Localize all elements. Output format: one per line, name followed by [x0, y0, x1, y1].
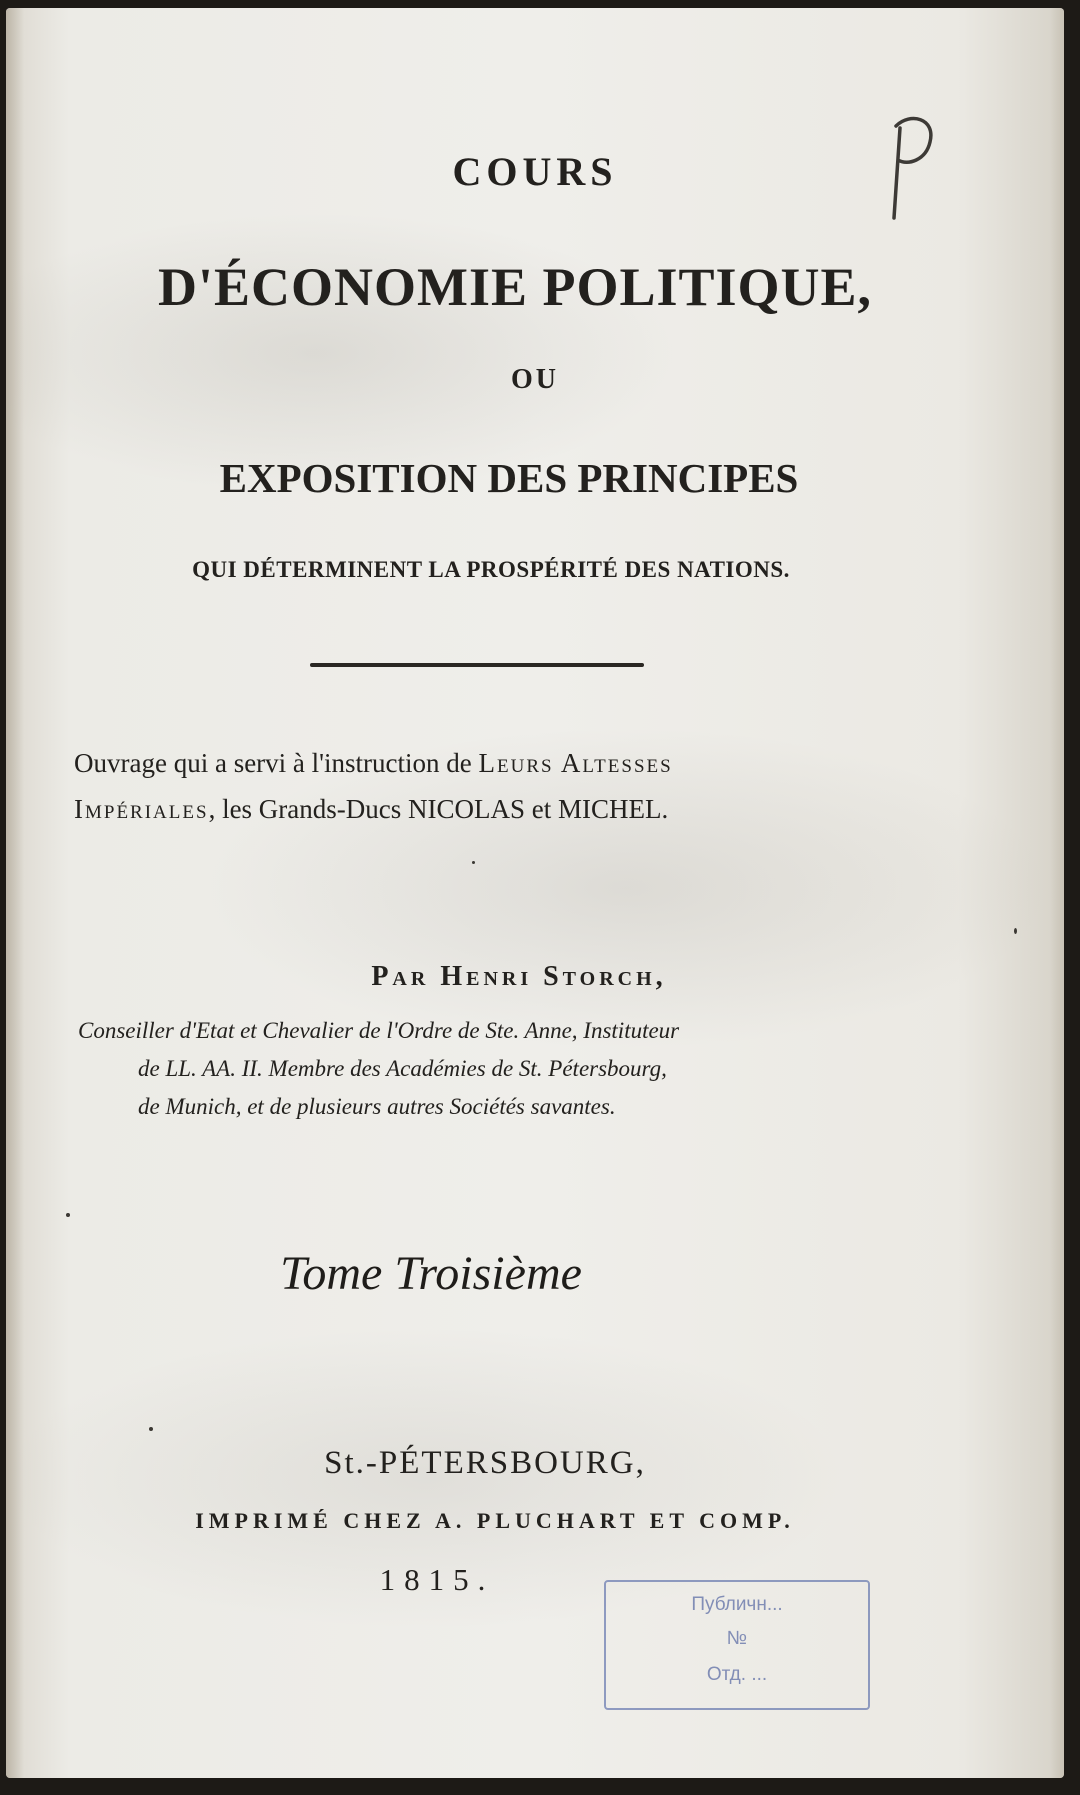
title-line-prosperite: QUI DÉTERMINENT LA PROSPÉRITÉ DES NATIONS. [192, 557, 790, 582]
dedication-line-1 [74, 748, 673, 779]
imprint-city: St.-PÉTERSBOURG, [324, 1445, 646, 1481]
author-line: Par Henri Storch, [371, 961, 667, 992]
paper-speck [472, 861, 475, 864]
stamp-line-3: Отд. ... [706, 1664, 768, 1685]
dedication-suffix: , les Grands-Ducs NICOLAS et MICHEL. [208, 794, 669, 824]
credentials-line-1: Conseiller d'Etat et Chevalier de l'Ordre de Ste. Anne, Instituteur [78, 1018, 680, 1043]
imprint-year: 1815. [379, 1562, 495, 1597]
volume-label: Tome Troisième [280, 1247, 582, 1300]
title-page [6, 8, 1064, 1778]
imprint-printer: IMPRIMÉ CHEZ A. PLUCHART ET COMP. [195, 1508, 795, 1533]
title-line-economie-politique: D'ÉCONOMIE POLITIQUE, [157, 257, 873, 317]
decorative-rule [310, 663, 644, 667]
dedication-line-2 [74, 794, 668, 825]
page-edge-shadow [1050, 8, 1064, 1778]
title-line-exposition: EXPOSITION DES PRINCIPES [219, 455, 799, 501]
credentials-line-3: de Munich, et de plusieurs autres Sociétés savantes. [138, 1094, 616, 1119]
dedication-caps-1: Leurs Altesses [478, 748, 673, 778]
library-stamp [604, 1580, 870, 1710]
title-line-cours: COURS [452, 149, 618, 194]
paper-speck [1014, 928, 1017, 934]
dedication-caps-2: Impériales [74, 794, 209, 824]
stamp-line-2: № [726, 1628, 748, 1649]
credentials-line-2: de LL. AA. II. Membre des Académies de St. Pétersbourg, [138, 1056, 667, 1081]
dedication-prefix: Ouvrage qui a servi à l'instruction de [74, 748, 479, 778]
title-line-ou: OU [511, 364, 559, 395]
paper-speck [149, 1427, 153, 1431]
paper-speck [66, 1213, 70, 1217]
stamp-line-1: Публичн... [691, 1594, 783, 1615]
